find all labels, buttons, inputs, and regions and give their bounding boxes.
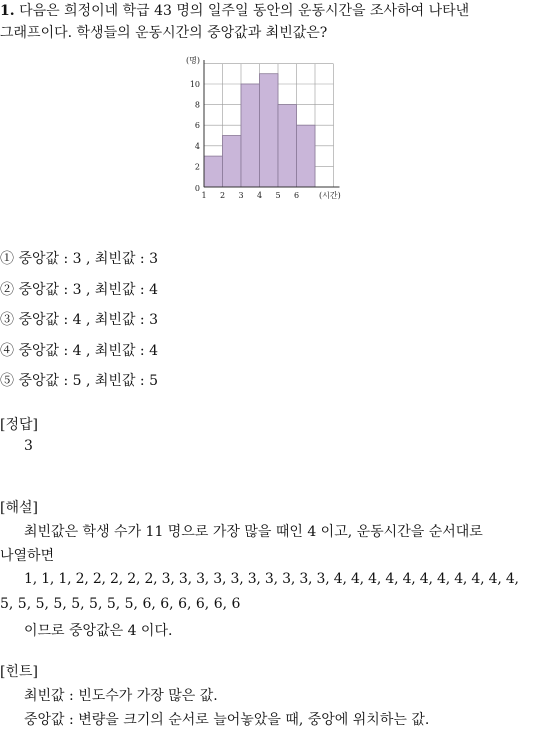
- explanation-line-5: 이므로 중앙값은 4 이다.: [24, 623, 173, 639]
- explanation-label: [해설]: [0, 500, 38, 516]
- hint-line-2: 중앙값 : 변량을 크기의 순서로 늘어놓았을 때, 중앙에 위치하는 값.: [24, 712, 430, 728]
- x-tick-label-4: 4: [256, 191, 263, 200]
- bar-1: [204, 156, 223, 187]
- bar-2: [223, 136, 242, 188]
- y-tick-label-6: 6: [194, 121, 200, 131]
- option-2[interactable]: ② 중앙값 : 3 , 최빈값 : 4: [0, 282, 158, 298]
- y-tick-label-10: 10: [189, 80, 200, 89]
- answer-label: [정답]: [0, 417, 38, 433]
- option-5[interactable]: ⑤ 중앙값 : 5 , 최빈값 : 5: [0, 373, 158, 389]
- answer-value: 3: [24, 438, 33, 454]
- explanation-line-2: 나열하면: [0, 548, 55, 564]
- bar-3: [241, 84, 260, 187]
- option-4[interactable]: ④ 중앙값 : 4 , 최빈값 : 4: [0, 343, 158, 359]
- question-number: 1.: [0, 3, 15, 19]
- histogram-chart: [184, 54, 354, 208]
- explanation-line-4: 5, 5, 5, 5, 5, 5, 5, 5, 6, 6, 6, 6, 6, 6: [0, 596, 241, 612]
- origin-label: 0: [194, 184, 200, 193]
- hint-line-1: 최빈값 : 빈도수가 가장 많은 값.: [24, 688, 218, 704]
- bar-4: [260, 74, 279, 187]
- hint-label: [힌트]: [0, 664, 38, 680]
- y-axis-label: (명): [186, 56, 200, 65]
- x-tick-label-2: 2: [219, 191, 226, 200]
- x-axis-label: (시간): [319, 191, 341, 200]
- option-3[interactable]: ③ 중앙값 : 4 , 최빈값 : 3: [0, 312, 158, 328]
- bar-5: [278, 105, 297, 187]
- explanation-line-3: 1, 1, 1, 2, 2, 2, 2, 2, 3, 3, 3, 3, 3, 3, 3, 3, 3, 3, 4, 4, 4, 4, 4, 4, 4, 4, 4, 4, 4,: [24, 571, 519, 587]
- option-1[interactable]: ① 중앙값 : 3 , 최빈값 : 3: [0, 251, 158, 267]
- y-tick-label-8: 8: [194, 100, 200, 110]
- x-tick-label-6: 6: [293, 191, 300, 200]
- x-tick-label-1: 1: [201, 191, 207, 200]
- x-tick-label-5: 5: [275, 191, 281, 200]
- explanation-line-1: 최빈값은 학생 수가 11 명으로 가장 많을 때인 4 이고, 운동시간을 순서대로: [24, 524, 483, 540]
- question-text-2: 그래프이다. 학생들의 운동시간의 중앙값과 최빈값은?: [0, 25, 328, 41]
- y-tick-label-4: 4: [194, 141, 200, 151]
- bar-6: [297, 125, 316, 187]
- question-text-1: 다음은 희정이네 학급 43 명의 일주일 동안의 운동시간을 조사하여 나타낸: [19, 3, 470, 19]
- question-line-1: [0, 0, 469, 20]
- y-tick-label-2: 2: [194, 162, 200, 172]
- x-tick-label-3: 3: [238, 191, 244, 200]
